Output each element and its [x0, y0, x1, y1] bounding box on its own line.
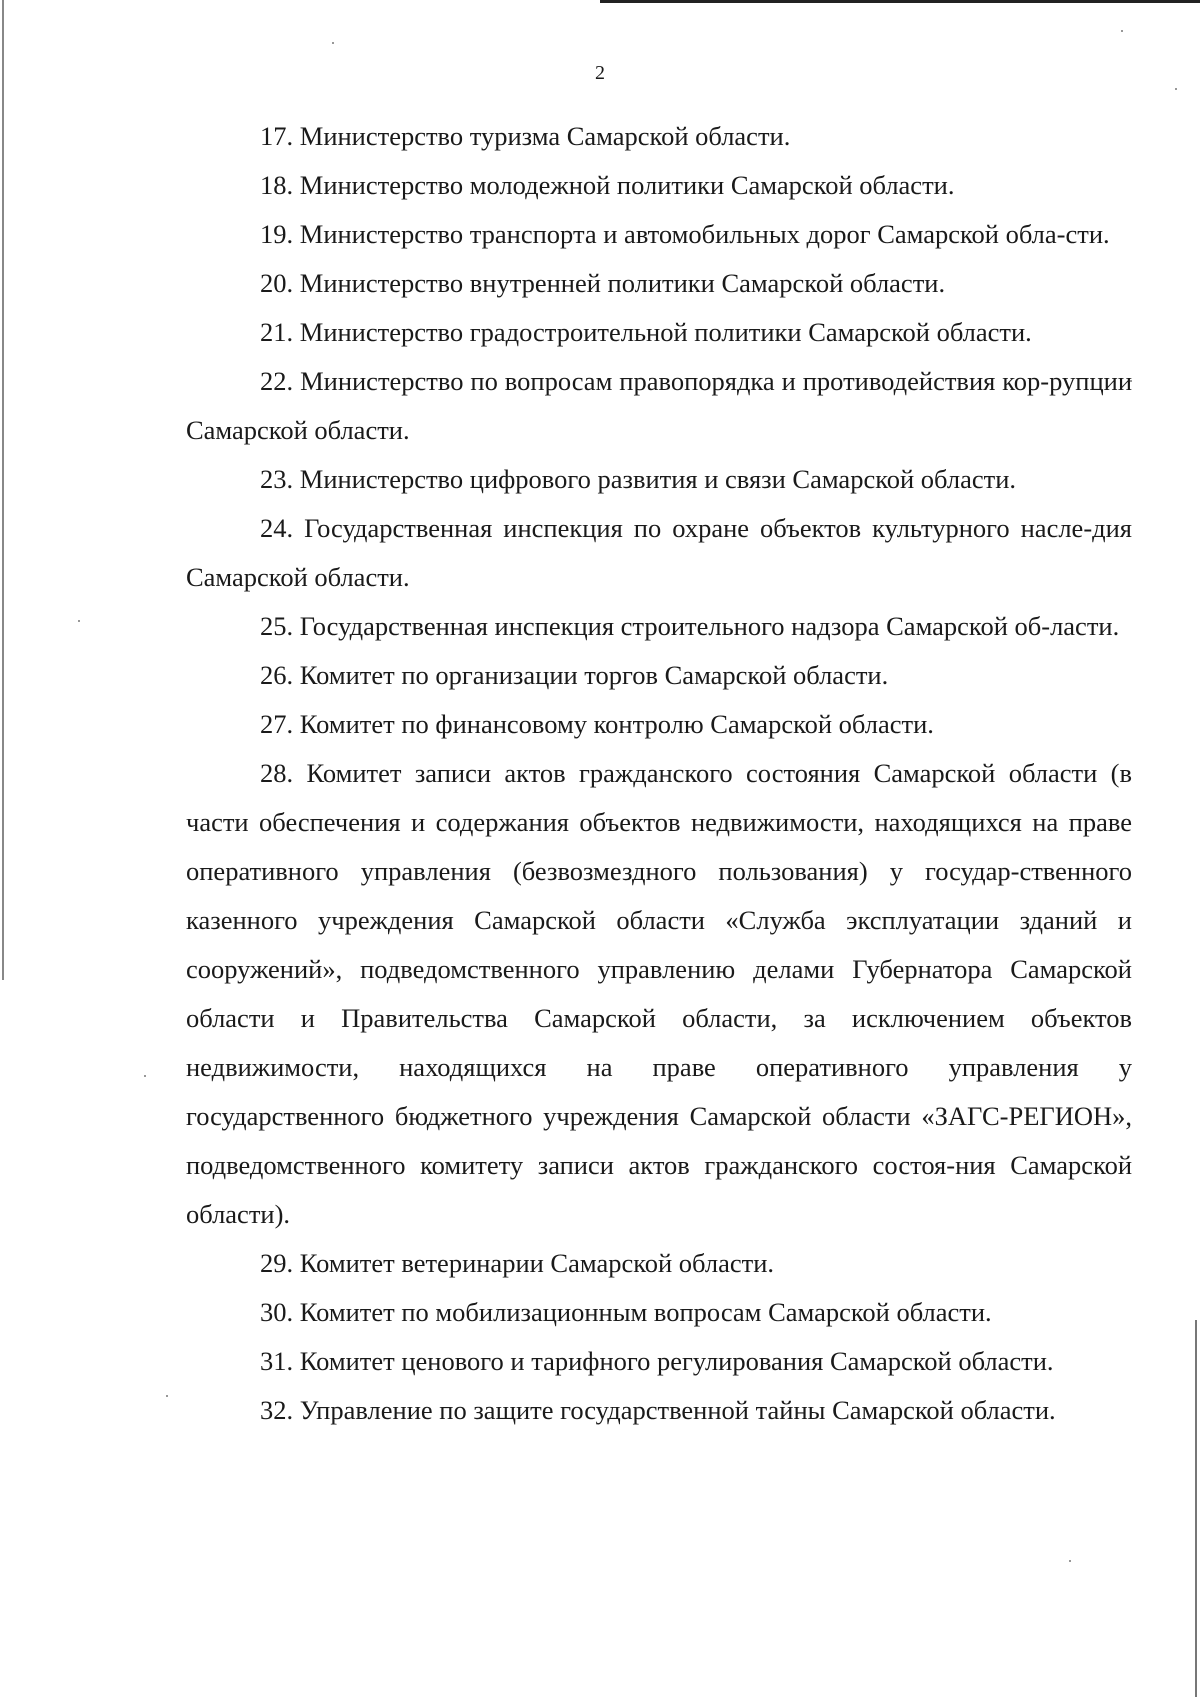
list-item: 20. Министерство внутренней политики Самарской области.: [260, 268, 946, 298]
list-item: 18. Министерство молодежной политики Самарской области.: [260, 170, 955, 200]
document-body: [186, 112, 1132, 1435]
list-item: 32. Управление по защите государственной тайны Самарской области.: [260, 1395, 1056, 1425]
scan-edge-left: [2, 0, 4, 980]
list-item: 25. Государственная инспекция строительного надзора Самарской об-ласти.: [260, 611, 1120, 641]
list-item: 27. Комитет по финансовому контролю Самарской области.: [260, 709, 934, 739]
list-item: 28. Комитет записи актов гражданского состояния Самарской области (в части обеспечения и содержания объектов недвижимости, находящихся на праве оперативного управления (безвозмездного пользования) у государ-ственного казенного учреждения Самарской области «Служба эксплуатации зданий и сооружений», подведомственного управлению делами Губернатора Самарской области и Правительства Самарской области, за исключением объектов недвижимости, находящихся на праве оперативного управления у государственного бюджетного учреждения Самарской области «ЗАГС-РЕГИОН», подведомственного комитету записи актов гражданского состоя-ния Самарской области).: [186, 758, 1132, 1229]
scan-speck: [1121, 30, 1123, 32]
scan-speck: [1069, 1560, 1071, 1562]
list-item: 22. Министерство по вопросам правопорядка и противодействия кор-рупции Самарской области.: [186, 366, 1132, 445]
scan-speck: [166, 1395, 168, 1397]
list-item: 29. Комитет ветеринарии Самарской области.: [260, 1248, 775, 1278]
list-item: 26. Комитет по организации торгов Самарской области.: [260, 660, 889, 690]
scan-speck: [332, 42, 334, 44]
scan-edge-right: [1195, 1320, 1197, 1697]
list-item: 21. Министерство градостроительной политики Самарской области.: [260, 317, 1032, 347]
list-item: 24. Государственная инспекция по охране объектов культурного насле-дия Самарской области.: [186, 513, 1132, 592]
list-item: 19. Министерство транспорта и автомобильных дорог Самарской обла-сти.: [260, 219, 1110, 249]
scan-speck: [78, 620, 80, 622]
scan-speck: [1175, 88, 1177, 90]
scan-edge-top: [600, 0, 1200, 3]
list-item: 30. Комитет по мобилизационным вопросам Самарской области.: [260, 1297, 992, 1327]
list-item: 31. Комитет ценового и тарифного регулирования Самарской области.: [260, 1346, 1054, 1376]
list-item: 23. Министерство цифрового развития и связи Самарской области.: [260, 464, 1017, 494]
page-number: 2: [595, 62, 605, 84]
list-item: 17. Министерство туризма Самарской области.: [260, 121, 791, 151]
scan-speck: [144, 1075, 146, 1077]
